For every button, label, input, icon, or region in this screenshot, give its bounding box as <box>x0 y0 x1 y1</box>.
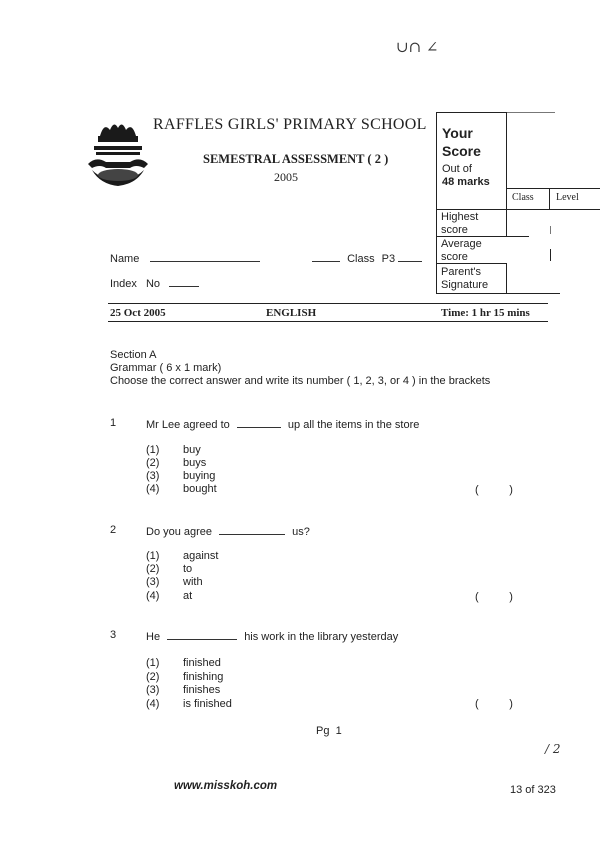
option-text: buying <box>183 470 216 482</box>
question-number: 1 <box>110 417 117 429</box>
option-number: (2) <box>146 457 160 469</box>
school-crest-logo <box>86 118 150 203</box>
exam-bar-top-rule <box>108 303 548 304</box>
answer-blank[interactable] <box>167 629 237 640</box>
index-label: Index <box>110 278 137 290</box>
average-score-label: Average <box>441 238 482 250</box>
parent-signature-label: Parent's <box>441 266 482 278</box>
exam-bar-bottom-rule <box>108 321 548 322</box>
class-label: Class <box>347 253 375 265</box>
option-text: finishes <box>183 684 221 696</box>
answer-blank[interactable] <box>219 524 285 535</box>
stem-after: his work in the library yesterday <box>244 631 399 643</box>
option-number: (4) <box>146 698 160 710</box>
section-title: Section A <box>110 349 157 361</box>
question-number: 2 <box>110 524 117 536</box>
assessment-title: SEMESTRAL ASSESSMENT ( 2 ) <box>203 152 389 166</box>
stem-after: us? <box>292 526 310 538</box>
class-column-label: Class <box>512 192 534 203</box>
class-blank-left[interactable] <box>312 251 340 262</box>
option-number: (3) <box>146 576 160 588</box>
handwritten-corner-mark: ∪∩ ∠ <box>396 38 439 56</box>
handwritten-page-mark: / 2 <box>545 742 561 756</box>
total-marks-label: 48 marks <box>442 176 490 188</box>
option-text: is finished <box>183 698 232 710</box>
index-field-row <box>110 276 199 290</box>
option-number: (2) <box>146 671 160 683</box>
name-blank[interactable] <box>150 251 260 262</box>
average-score-label-2: score <box>441 251 468 263</box>
index-no-label: No <box>145 278 161 290</box>
school-name: RAFFLES GIRLS' PRIMARY SCHOOL <box>153 116 427 133</box>
option-text: to <box>183 563 193 575</box>
exam-date: 25 Oct 2005 <box>110 307 166 319</box>
highest-score-label-2: score <box>441 224 468 236</box>
answer-blank[interactable] <box>237 417 281 428</box>
option-text: finished <box>183 657 221 669</box>
your-score-label: Your <box>442 125 473 141</box>
option-text: bought <box>183 483 217 495</box>
option-number: (4) <box>146 590 160 602</box>
option-number: (3) <box>146 470 160 482</box>
option-text: finishing <box>183 671 224 683</box>
stem-before: He <box>146 631 161 643</box>
document-page-count: 13 of 323 <box>510 784 556 796</box>
option-text: buys <box>183 457 207 469</box>
option-number: (2) <box>146 563 160 575</box>
class-field-row <box>312 251 422 265</box>
section-subtitle: Grammar ( 6 x 1 mark) <box>110 362 222 374</box>
class-value: P3 <box>381 253 396 265</box>
stem-before: Mr Lee agreed to <box>146 419 230 431</box>
question-stem <box>146 629 398 643</box>
option-text: against <box>183 550 219 562</box>
highest-score-label: Highest <box>441 211 479 223</box>
out-of-label: Out of <box>442 163 472 175</box>
parent-signature-label-2: Signature <box>441 279 489 291</box>
level-column-label: Level <box>556 192 579 203</box>
option-text: at <box>183 590 193 602</box>
option-number: (1) <box>146 444 160 456</box>
name-label: Name <box>110 253 140 265</box>
question-number: 3 <box>110 629 117 641</box>
section-instruction: Choose the correct answer and write its number ( 1, 2, 3, or 4 ) in the brackets <box>110 375 491 387</box>
option-number: (4) <box>146 483 160 495</box>
option-number: (1) <box>146 657 160 669</box>
assessment-year: 2005 <box>274 170 298 184</box>
option-text: buy <box>183 444 201 456</box>
option-number: (3) <box>146 684 160 696</box>
answer-bracket[interactable]: ( ) <box>475 698 513 710</box>
exam-subject: ENGLISH <box>266 307 317 319</box>
option-text: with <box>183 576 203 588</box>
website-link[interactable]: www.misskoh.com <box>174 780 278 792</box>
stem-before: Do you agree <box>146 526 213 538</box>
stem-after: up all the items in the store <box>287 419 420 431</box>
option-number: (1) <box>146 550 160 562</box>
answer-bracket[interactable]: ( ) <box>475 591 513 603</box>
exam-duration: Time: 1 hr 15 mins <box>441 307 530 319</box>
index-blank[interactable] <box>169 276 199 287</box>
question-stem <box>146 524 310 538</box>
name-field-row <box>110 251 260 265</box>
score-label: Score <box>442 143 481 159</box>
answer-bracket[interactable]: ( ) <box>475 484 513 496</box>
class-blank-right[interactable] <box>398 251 422 262</box>
page-number: Pg 1 <box>316 725 342 737</box>
question-stem <box>146 417 419 431</box>
